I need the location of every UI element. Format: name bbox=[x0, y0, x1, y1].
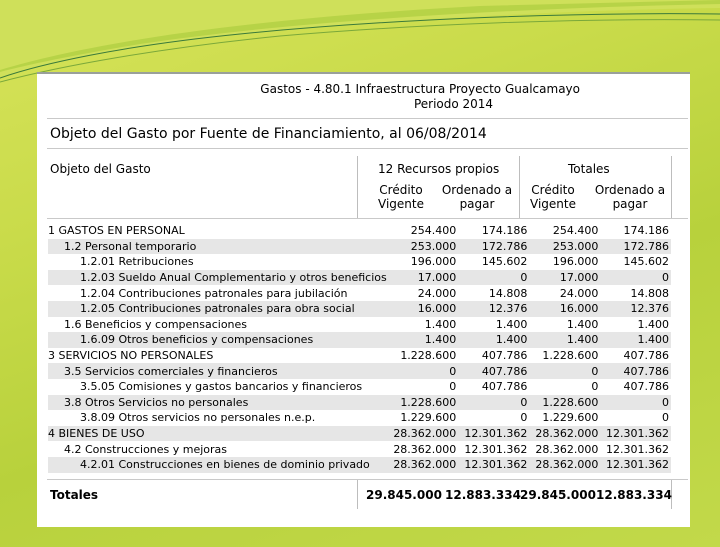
cell-credit-total: 253.000 bbox=[529, 239, 600, 255]
cell-ordered-total: 1.400 bbox=[637, 317, 669, 331]
cell-credit-total: 1.229.600 bbox=[542, 411, 599, 425]
report-panel bbox=[37, 72, 690, 527]
cell-credit-source: 196.000 bbox=[410, 255, 457, 269]
cell-credit-source: 1.228.600 bbox=[400, 349, 457, 363]
report-title-line1: Gastos - 4.80.1 Infraestructura Proyecto Gualcamayo bbox=[260, 82, 580, 96]
cell-credit-total: 0 bbox=[591, 380, 599, 394]
cell-credit-source: 0 bbox=[387, 363, 458, 379]
row-label: 3.8 Otros Servicios no personales bbox=[48, 395, 387, 411]
header-ordered-line2: pagar bbox=[459, 197, 495, 211]
totals-row bbox=[48, 488, 671, 505]
table-row bbox=[48, 457, 671, 473]
table-row bbox=[48, 379, 671, 395]
totals-label: Totales bbox=[50, 488, 99, 502]
row-label: 3.8.09 Otros servicios no personales n.e.p. bbox=[80, 411, 316, 425]
row-label: 3 SERVICIOS NO PERSONALES bbox=[48, 349, 214, 363]
total-credit-source: 29.845.000 bbox=[366, 488, 442, 502]
cell-credit-total: 254.400 bbox=[552, 224, 599, 238]
cell-credit-total: 1.228.600 bbox=[542, 349, 599, 363]
row-label: 3.5.05 Comisiones y gastos bancarios y financieros bbox=[80, 380, 363, 394]
cell-ordered-total: 145.602 bbox=[623, 255, 669, 269]
row-label: 4 BIENES DE USO bbox=[48, 426, 387, 442]
cell-credit-source: 1.400 bbox=[387, 332, 458, 348]
column-divider bbox=[519, 156, 520, 218]
row-label: 1.2.04 Contribuciones patronales para jubilación bbox=[80, 286, 348, 300]
cell-credit-total: 1.400 bbox=[529, 332, 600, 348]
total-ordered-total: 12.883.334 bbox=[596, 488, 672, 502]
row-label: 4.2.01 Construcciones en bienes de dominio privado bbox=[48, 457, 387, 473]
row-label: 4.2 Construcciones y mejoras bbox=[64, 442, 228, 456]
header-credit-line1: Crédito bbox=[531, 183, 575, 197]
cell-credit-source: 24.000 bbox=[417, 286, 457, 300]
divider bbox=[47, 218, 688, 219]
cell-credit-source: 0 bbox=[449, 380, 457, 394]
cell-credit-source: 253.000 bbox=[387, 239, 458, 255]
divider bbox=[47, 118, 688, 119]
row-label: 1.6.09 Otros beneficios y compensaciones bbox=[48, 332, 387, 348]
cell-ordered-source: 14.808 bbox=[488, 286, 528, 300]
cell-credit-source: 28.362.000 bbox=[393, 442, 457, 456]
table-row bbox=[48, 410, 671, 426]
section-title: Objeto del Gasto por Fuente de Financiamiento, al 06/08/2014 bbox=[50, 126, 487, 142]
cell-ordered-total: 172.786 bbox=[600, 239, 671, 255]
cell-credit-total: 28.362.000 bbox=[529, 426, 600, 442]
cell-ordered-source: 12.301.362 bbox=[458, 457, 529, 473]
cell-ordered-source: 0 bbox=[520, 411, 528, 425]
cell-ordered-source: 1.400 bbox=[458, 332, 529, 348]
header-credit-line2: Vigente bbox=[530, 197, 576, 211]
row-label: 3.5 Servicios comerciales y financieros bbox=[48, 363, 387, 379]
header-totals: Totales bbox=[568, 162, 610, 176]
table-row bbox=[48, 239, 671, 255]
column-divider bbox=[671, 156, 672, 218]
cell-credit-total: 1.400 bbox=[566, 317, 599, 331]
row-label: 1.2 Personal temporario bbox=[48, 239, 387, 255]
header-ordered-line1: Ordenado a bbox=[594, 183, 666, 197]
header-ordered-1 bbox=[437, 183, 517, 211]
header-ordered-2 bbox=[590, 183, 670, 211]
cell-credit-source: 1.400 bbox=[424, 317, 457, 331]
cell-ordered-total: 407.786 bbox=[600, 363, 671, 379]
header-source: 12 Recursos propios bbox=[378, 162, 500, 176]
report-title bbox=[37, 82, 690, 112]
table-row bbox=[48, 363, 671, 379]
table-row bbox=[48, 301, 671, 317]
total-credit-total: 29.845.000 bbox=[520, 488, 596, 502]
cell-ordered-source: 0 bbox=[458, 395, 529, 411]
cell-credit-total: 0 bbox=[529, 363, 600, 379]
cell-ordered-total: 14.808 bbox=[630, 286, 669, 300]
divider bbox=[47, 479, 688, 480]
cell-credit-source: 1.228.600 bbox=[387, 395, 458, 411]
cell-credit-source: 1.229.600 bbox=[400, 411, 457, 425]
table-row bbox=[48, 441, 671, 457]
cell-credit-total: 24.000 bbox=[559, 286, 599, 300]
table-row bbox=[48, 317, 671, 333]
table-row bbox=[48, 285, 671, 301]
table-row bbox=[48, 223, 671, 239]
cell-credit-total: 1.228.600 bbox=[529, 395, 600, 411]
cell-credit-source: 16.000 bbox=[387, 301, 458, 317]
row-label: 1.2.01 Retribuciones bbox=[80, 255, 194, 269]
cell-ordered-total: 407.786 bbox=[623, 349, 669, 363]
divider bbox=[47, 148, 688, 149]
table-row bbox=[48, 270, 671, 286]
cell-ordered-total: 12.301.362 bbox=[600, 457, 671, 473]
column-divider bbox=[357, 156, 358, 218]
cell-credit-total: 28.362.000 bbox=[535, 442, 599, 456]
report-title-line2: Periodo 2014 bbox=[413, 97, 494, 111]
header-credit-2 bbox=[525, 183, 581, 211]
cell-ordered-source: 1.400 bbox=[495, 317, 528, 331]
cell-ordered-total: 0 bbox=[600, 395, 671, 411]
table-row bbox=[48, 348, 671, 364]
cell-credit-total: 16.000 bbox=[529, 301, 600, 317]
cell-credit-source: 28.362.000 bbox=[387, 426, 458, 442]
cell-ordered-source: 12.301.362 bbox=[464, 442, 528, 456]
row-label: 1.2.05 Contribuciones patronales para obra social bbox=[48, 301, 387, 317]
header-credit-line2: Vigente bbox=[378, 197, 424, 211]
row-label: 1.6 Beneficios y compensaciones bbox=[64, 317, 248, 331]
cell-ordered-total: 12.376 bbox=[600, 301, 671, 317]
header-credit-line1: Crédito bbox=[379, 183, 423, 197]
cell-credit-total: 28.362.000 bbox=[529, 457, 600, 473]
cell-credit-total: 196.000 bbox=[552, 255, 599, 269]
cell-credit-source: 254.400 bbox=[410, 224, 457, 238]
cell-ordered-total: 12.301.362 bbox=[606, 442, 669, 456]
cell-ordered-total: 174.186 bbox=[623, 224, 669, 238]
cell-credit-source: 28.362.000 bbox=[387, 457, 458, 473]
cell-ordered-source: 145.602 bbox=[481, 255, 528, 269]
cell-credit-total: 17.000 bbox=[529, 270, 600, 286]
cell-ordered-source: 407.786 bbox=[481, 380, 528, 394]
cell-ordered-total: 0 bbox=[600, 270, 671, 286]
cell-ordered-source: 12.376 bbox=[458, 301, 529, 317]
table-row bbox=[48, 395, 671, 411]
cell-ordered-total: 407.786 bbox=[623, 380, 669, 394]
header-ordered-line2: pagar bbox=[612, 197, 648, 211]
cell-ordered-source: 407.786 bbox=[458, 363, 529, 379]
cell-ordered-source: 172.786 bbox=[458, 239, 529, 255]
total-ordered-source: 12.883.334 bbox=[445, 488, 521, 502]
header-ordered-line1: Ordenado a bbox=[441, 183, 513, 197]
cell-credit-source: 17.000 bbox=[387, 270, 458, 286]
cell-ordered-source: 174.186 bbox=[481, 224, 528, 238]
expense-table bbox=[48, 223, 671, 473]
cell-ordered-source: 0 bbox=[458, 270, 529, 286]
table-row bbox=[48, 254, 671, 270]
header-credit-1 bbox=[373, 183, 429, 211]
cell-ordered-total: 1.400 bbox=[600, 332, 671, 348]
row-label: 1.2.03 Sueldo Anual Complementario y otros beneficios bbox=[48, 270, 387, 286]
cell-ordered-source: 407.786 bbox=[481, 349, 528, 363]
cell-ordered-source: 12.301.362 bbox=[458, 426, 529, 442]
header-object: Objeto del Gasto bbox=[50, 162, 151, 176]
cell-ordered-total: 0 bbox=[662, 411, 669, 425]
table-row bbox=[48, 426, 671, 442]
table-row bbox=[48, 332, 671, 348]
row-label: 1 GASTOS EN PERSONAL bbox=[48, 224, 185, 238]
cell-ordered-total: 12.301.362 bbox=[600, 426, 671, 442]
